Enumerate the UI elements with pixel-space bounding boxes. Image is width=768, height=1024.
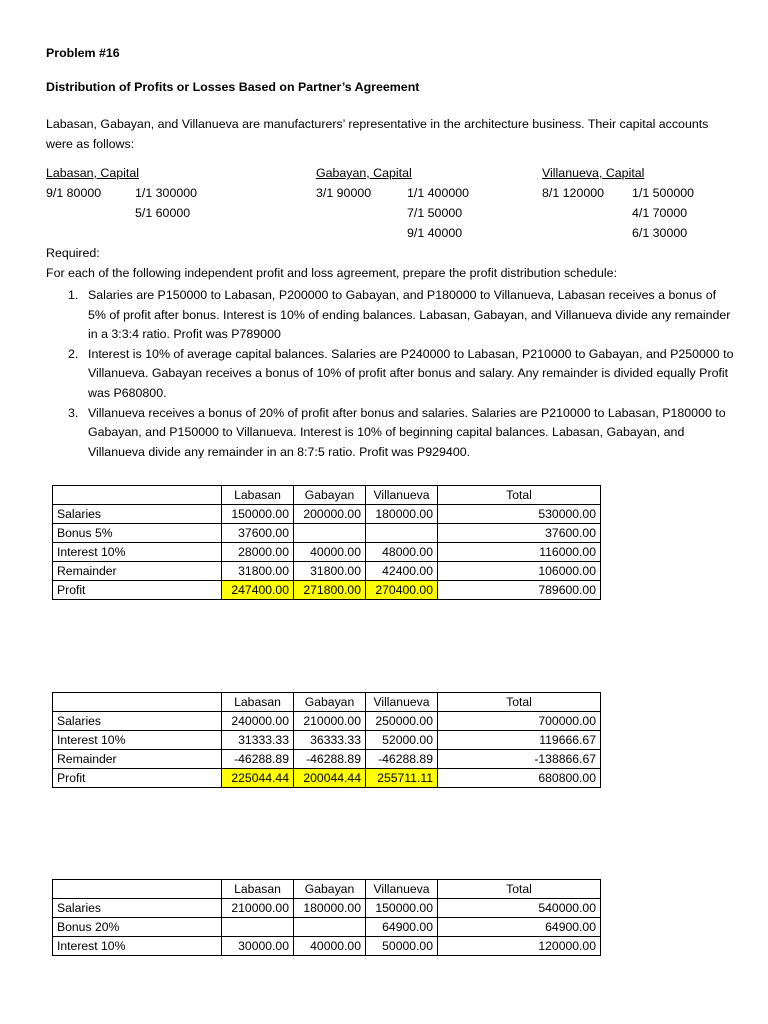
table-cell: 42400.00 [366,562,438,581]
table-row [53,543,601,562]
agreement-item [46,404,736,463]
table-cell [294,524,366,543]
section-subtitle: Distribution of Profits or Losses Based on Partner’s Agreement [46,80,420,94]
header-cell: Labasan [222,693,294,712]
profit-row [53,581,601,600]
table-cell: 180000.00 [366,505,438,524]
highlighted-cell: 247400.00 [222,581,294,600]
header-cell [53,693,222,712]
intro-line: were as follows: [46,137,135,151]
capital-entry: 6/1 30000 [632,226,688,240]
required-text: For each of the following independent profit and loss agreement, prepare the profit distribution schedule: [46,266,618,280]
highlighted-cell: 200044.44 [294,769,366,788]
table-cell: 540000.00 [438,899,601,918]
table-cell: -138866.67 [438,750,601,769]
table-cell: -46288.89 [222,750,294,769]
table-cell [366,524,438,543]
header-cell: Gabayan [294,693,366,712]
table-cell: 700000.00 [438,712,601,731]
header-cell: Villanueva [366,693,438,712]
table-cell: 30000.00 [222,937,294,956]
table-cell: 64900.00 [438,918,601,937]
capital-entry: 8/1 120000 [542,186,605,200]
distribution-table-2 [52,692,601,788]
table-row [53,524,601,543]
table-cell: 680800.00 [438,769,601,788]
table-row [53,731,601,750]
table-cell [294,918,366,937]
intro-paragraph [46,114,736,154]
capital-entry: 4/1 70000 [632,206,688,220]
capital-entry: 9/1 80000 [46,186,102,200]
table-cell: 37600.00 [438,524,601,543]
table-cell: 120000.00 [438,937,601,956]
table-cell: 48000.00 [366,543,438,562]
capital-entry: 3/1 90000 [316,186,372,200]
table-row [53,937,601,956]
table-row [53,712,601,731]
table-cell: 150000.00 [366,899,438,918]
capital-entry: 9/1 40000 [407,226,463,240]
row-label: Bonus 5% [53,524,222,543]
row-label: Interest 10% [53,543,222,562]
distribution-table-3 [52,879,601,956]
table-cell: 250000.00 [366,712,438,731]
table-cell: 119666.67 [438,731,601,750]
header-cell [53,880,222,899]
row-label: Profit [53,769,222,788]
agreement-text: Interest is 10% of average capital balances. Salaries are P240000 to Labasan, P210000 to Gabayan, and P250000 to Villanueva. Gabayan receives a bonus of 10% of profit after bonus and salary. Any remainder is divided equally Profit was P680800. [88,346,734,400]
agreement-item [46,345,736,404]
profit-row [53,769,601,788]
header-cell: Villanueva [366,486,438,505]
villanueva-capital-title: Villanueva, Capital [542,166,645,180]
row-label: Interest 10% [53,731,222,750]
table-cell: 50000.00 [366,937,438,956]
agreement-list [46,286,736,462]
header-cell: Labasan [222,486,294,505]
row-label: Remainder [53,562,222,581]
intro-line: Labasan, Gabayan, and Villanueva are manufacturers’ representative in the architecture business. Their capital accounts [46,117,709,131]
agreement-item [46,286,736,345]
table-cell: 150000.00 [222,505,294,524]
header-cell: Gabayan [294,880,366,899]
row-label: Interest 10% [53,937,222,956]
table-cell: 240000.00 [222,712,294,731]
capital-entry: 1/1 300000 [135,186,198,200]
page-title: Problem #16 [46,46,120,60]
distribution-table-1 [52,485,601,600]
table-cell: 200000.00 [294,505,366,524]
row-label: Salaries [53,899,222,918]
header-cell: Labasan [222,880,294,899]
row-label: Profit [53,581,222,600]
capital-entry: 1/1 500000 [632,186,695,200]
table-row [53,562,601,581]
labasan-capital-title: Labasan, Capital [46,166,139,180]
table-cell: 40000.00 [294,937,366,956]
table-cell: -46288.89 [366,750,438,769]
table-row [53,918,601,937]
agreement-number: 2. [68,346,79,361]
row-label: Salaries [53,712,222,731]
required-label: Required: [46,246,100,260]
table-header-row [53,693,601,712]
capital-entry: 5/1 60000 [135,206,191,220]
table-cell: 31800.00 [222,562,294,581]
table-cell: 31333.33 [222,731,294,750]
header-cell [53,486,222,505]
table-cell: 31800.00 [294,562,366,581]
table-row [53,750,601,769]
table-cell: -46288.89 [294,750,366,769]
header-cell: Villanueva [366,880,438,899]
table-cell: 210000.00 [294,712,366,731]
table-row [53,505,601,524]
table-cell: 40000.00 [294,543,366,562]
table-cell: 64900.00 [366,918,438,937]
agreement-text: Villanueva receives a bonus of 20% of profit after bonus and salaries. Salaries are P210000 to Labasan, P180000 to Gabayan, and P150000 to Villanueva. Interest is 10% of beginning capital balances. Labasan, Gabayan, and Villanueva divide any remainder in an 8:7:5 ratio. Profit was P929400. [88,405,726,459]
table-cell: 106000.00 [438,562,601,581]
highlighted-cell: 270400.00 [366,581,438,600]
highlighted-cell: 225044.44 [222,769,294,788]
capital-entry: 7/1 50000 [407,206,463,220]
table-cell: 36333.33 [294,731,366,750]
row-label: Remainder [53,750,222,769]
table-cell: 789600.00 [438,581,601,600]
row-label: Salaries [53,505,222,524]
header-cell: Gabayan [294,486,366,505]
capital-entry: 1/1 400000 [407,186,470,200]
highlighted-cell: 255711.11 [366,769,438,788]
table-row [53,899,601,918]
header-cell: Total [438,486,601,505]
table-cell: 210000.00 [222,899,294,918]
table-cell: 52000.00 [366,731,438,750]
table-cell [222,918,294,937]
table-header-row [53,486,601,505]
table-cell: 180000.00 [294,899,366,918]
table-cell: 37600.00 [222,524,294,543]
agreement-text: Salaries are P150000 to Labasan, P200000 to Gabayan, and P180000 to Villanueva, Labasan receives a bonus of 5% of profit after bonus. Interest is 10% of ending balances. Labasan, Gabayan, and Villanueva divide any remainder in a 3:3:4 ratio. Profit was P789000 [88,288,731,342]
table-header-row [53,880,601,899]
table-cell: 530000.00 [438,505,601,524]
gabayan-capital-title: Gabayan, Capital [316,166,412,180]
table-cell: 28000.00 [222,543,294,562]
agreement-number: 1. [68,288,79,302]
table-cell: 116000.00 [438,543,601,562]
row-label: Bonus 20% [53,918,222,937]
header-cell: Total [438,880,601,899]
header-cell: Total [438,693,601,712]
highlighted-cell: 271800.00 [294,581,366,600]
agreement-number: 3. [68,405,79,420]
